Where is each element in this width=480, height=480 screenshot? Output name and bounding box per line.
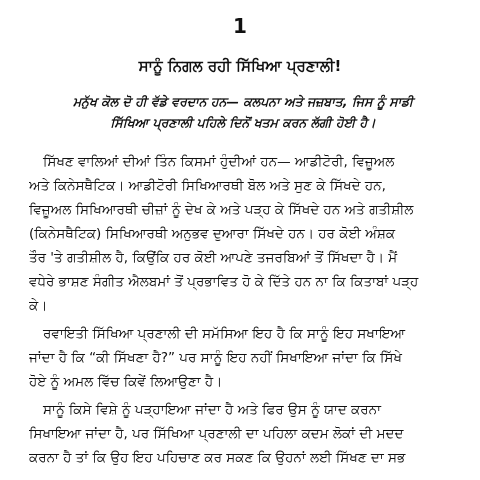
text-line: ਕੇ। [29,298,48,314]
epigraph-line: ਮਨੁੱਖ ਕੋਲ ਦੋ ਹੀ ਵੱਡੇ ਵਰਦਾਨ ਹਨ— ਕਲਪਨਾ ਅਤੇ ਜਜ਼ਬਾਤ, ਜਿਸ ਨੂੰ ਸਾਡੀ [72,94,414,109]
text-line: ਤੌਰ 'ਤੇ ਗਤੀਸ਼ੀਲ ਹੈ, ਕਿਉਂਕਿ ਹਰ ਕੋਈ ਆਪਣੇ ਤਜਰਬਿਆਂ ਤੋਂ ਸਿੱਖਦਾ ਹੈ। ਮੈਂ [29,250,398,266]
text-line: ਹੋਏ ਨੂੰ ਅਮਲ ਵਿੱਚ ਕਿਵੇਂ ਲਿਆਉਣਾ ਹੈ। [29,374,223,390]
text-line: ਵਿਜ਼ੂਅਲ ਸਿਖਿਆਰਥੀ ਚੀਜ਼ਾਂ ਨੂੰ ਦੇਖ ਕੇ ਅਤੇ ਪੜ੍ਹ ਕੇ ਸਿੱਖਦੇ ਹਨ ਅਤੇ ਗਤੀਸ਼ੀਲ [29,202,414,218]
paragraph [29,398,457,470]
text-line: ਕਰਨਾ ਹੈ ਤਾਂ ਕਿ ਉਹ ਇਹ ਪਹਿਚਾਣ ਕਰ ਸਕਣ ਕਿ ਉਹਨਾਂ ਲਈ ਸਿੱਖਣ ਦਾ ਸਭ [29,450,406,466]
epigraph [28,91,458,133]
text-line: ਸਿੱਖਣ ਵਾਲਿਆਂ ਦੀਆਂ ਤਿੰਨ ਕਿਸਮਾਂ ਹੁੰਦੀਆਂ ਹਨ— ਆਡੀਟੋਰੀ, ਵਿਜ਼ੂਅਲ [43,154,395,170]
chapter-number: 1 [233,14,247,38]
text-line: ਅਤੇ ਕਿਨੇਸਥੈਟਿਕ। ਆਡੀਟੋਰੀ ਸਿਖਿਆਰਥੀ ਬੋਲ ਅਤੇ ਸੁਣ ਕੇ ਸਿੱਖਦੇ ਹਨ, [29,178,386,194]
text-line: ਸਾਨੂੰ ਕਿਸੇ ਵਿਸ਼ੇ ਨੂੰ ਪੜ੍ਹਾਇਆ ਜਾਂਦਾ ਹੈ ਅਤੇ ਫਿਰ ਉਸ ਨੂੰ ਯਾਦ ਕਰਨਾ [43,402,381,418]
text-line: (ਕਿਨੇਸਥੈਟਿਕ) ਸਿਖਿਆਰਥੀ ਅਨੁਭਵ ਦੁਆਰਾ ਸਿੱਖਦੇ ਹਨ। ਹਰ ਕੋਈ ਅੰਸ਼ਕ [29,226,396,242]
paragraph [29,322,457,394]
body-text [29,150,457,474]
text-line: ਵਧੇਰੇ ਭਾਸ਼ਣ ਸੰਗੀਤ ਐਲਬਮਾਂ ਤੋਂ ਪ੍ਰਭਾਵਿਤ ਹੋ ਕੇ ਦਿੱਤੇ ਹਨ ਨਾ ਕਿ ਕਿਤਾਬਾਂ ਪੜ੍ਹ [29,274,419,290]
text-line: ਸਿਖਾਇਆ ਜਾਂਦਾ ਹੈ, ਪਰ ਸਿੱਖਿਆ ਪ੍ਰਣਾਲੀ ਦਾ ਪਹਿਲਾ ਕਦਮ ਲੋਕਾਂ ਦੀ ਮਦਦ [29,426,404,442]
chapter-title: ਸਾਨੂੰ ਨਿਗਲ ਰਹੀ ਸਿੱਖਿਆ ਪ੍ਰਣਾਲੀ! [138,57,342,75]
text-line: ਰਵਾਇਤੀ ਸਿੱਖਿਆ ਪ੍ਰਣਾਲੀ ਦੀ ਸਮੱਸਿਆ ਇਹ ਹੈ ਕਿ ਸਾਨੂੰ ਇਹ ਸਖਾਇਆ [43,326,406,342]
epigraph-line: ਸਿੱਖਿਆ ਪ੍ਰਣਾਲੀ ਪਹਿਲੇ ਦਿਨੋਂ ਖਤਮ ਕਰਨ ਲੱਗੀ ਹੋਈ ਹੈ। [110,115,376,130]
text-line: ਜਾਂਦਾ ਹੈ ਕਿ “ਕੀ ਸਿੱਖਣਾ ਹੈ?” ਪਰ ਸਾਨੂੰ ਇਹ ਨਹੀਂ ਸਿਖਾਇਆ ਜਾਂਦਾ ਕਿ ਸਿੱਖੇ [29,350,402,366]
paragraph [29,150,457,318]
